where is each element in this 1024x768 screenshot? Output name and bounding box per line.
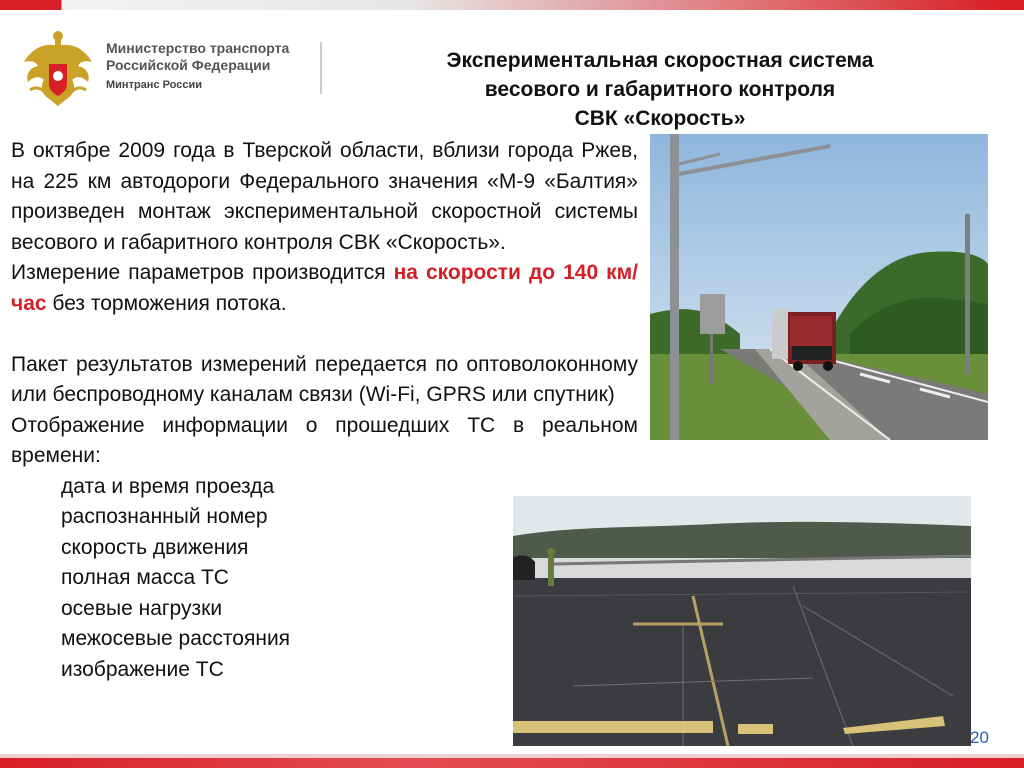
top-stripe — [0, 0, 1024, 10]
list-item: дата и время проезда — [61, 474, 275, 498]
highway-photo — [650, 134, 988, 440]
bottom-stripe — [0, 758, 1024, 768]
list-item: изображение ТС — [61, 657, 224, 681]
slide-title — [370, 46, 950, 133]
speed-text-start: Измерение параметров производится — [11, 261, 394, 284]
title-line-3: СВК «Скорость» — [574, 107, 746, 130]
speed-highlight: на скорости до 140 км/час — [11, 261, 638, 315]
list-item: полная масса ТС — [61, 566, 229, 589]
speed-text-end: без торможения потока. — [46, 291, 287, 315]
logo-divider — [320, 42, 322, 94]
list-item: осевые нагрузки — [61, 596, 223, 620]
weigh-in-motion-sensor-photo — [513, 496, 971, 746]
ministry-line-1: Министерство транспорта — [106, 40, 290, 56]
paragraph-location: В октябре 2009 года в Тверской области, вблизи города Ржев, на 225 км автодороги Федерального значения «М-9 «Балтия» произведен монтаж экспериментальной скоростной системы весового и габаритного контроля СВК «Скорость». — [11, 139, 638, 254]
title-line-1: Экспериментальная скоростная система — [446, 49, 874, 72]
paragraph-speed — [11, 258, 638, 319]
paragraph-transmission: Пакет результатов измерений передается по оптоволоконному или беспроводному каналам связи (Wi-Fi, GPRS или спутник) — [11, 352, 638, 406]
ministry-line-3: Минтранс России — [106, 79, 203, 91]
ministry-logo — [18, 28, 328, 110]
list-item: межосевые расстояния — [61, 627, 291, 650]
title-line-2: весового и габаритного контроля — [484, 78, 836, 101]
ministry-name — [106, 40, 289, 94]
ministry-line-2: Российской Федерации — [106, 57, 271, 73]
list-item: распознанный номер — [61, 505, 268, 528]
paragraph-display: Отображение информации о прошедших ТС в реальном времени: — [11, 413, 638, 467]
eagle-emblem-icon — [18, 28, 98, 110]
page-number: 20 — [970, 728, 989, 747]
list-item: скорость движения — [61, 535, 249, 559]
paragraph-gap — [11, 319, 638, 350]
